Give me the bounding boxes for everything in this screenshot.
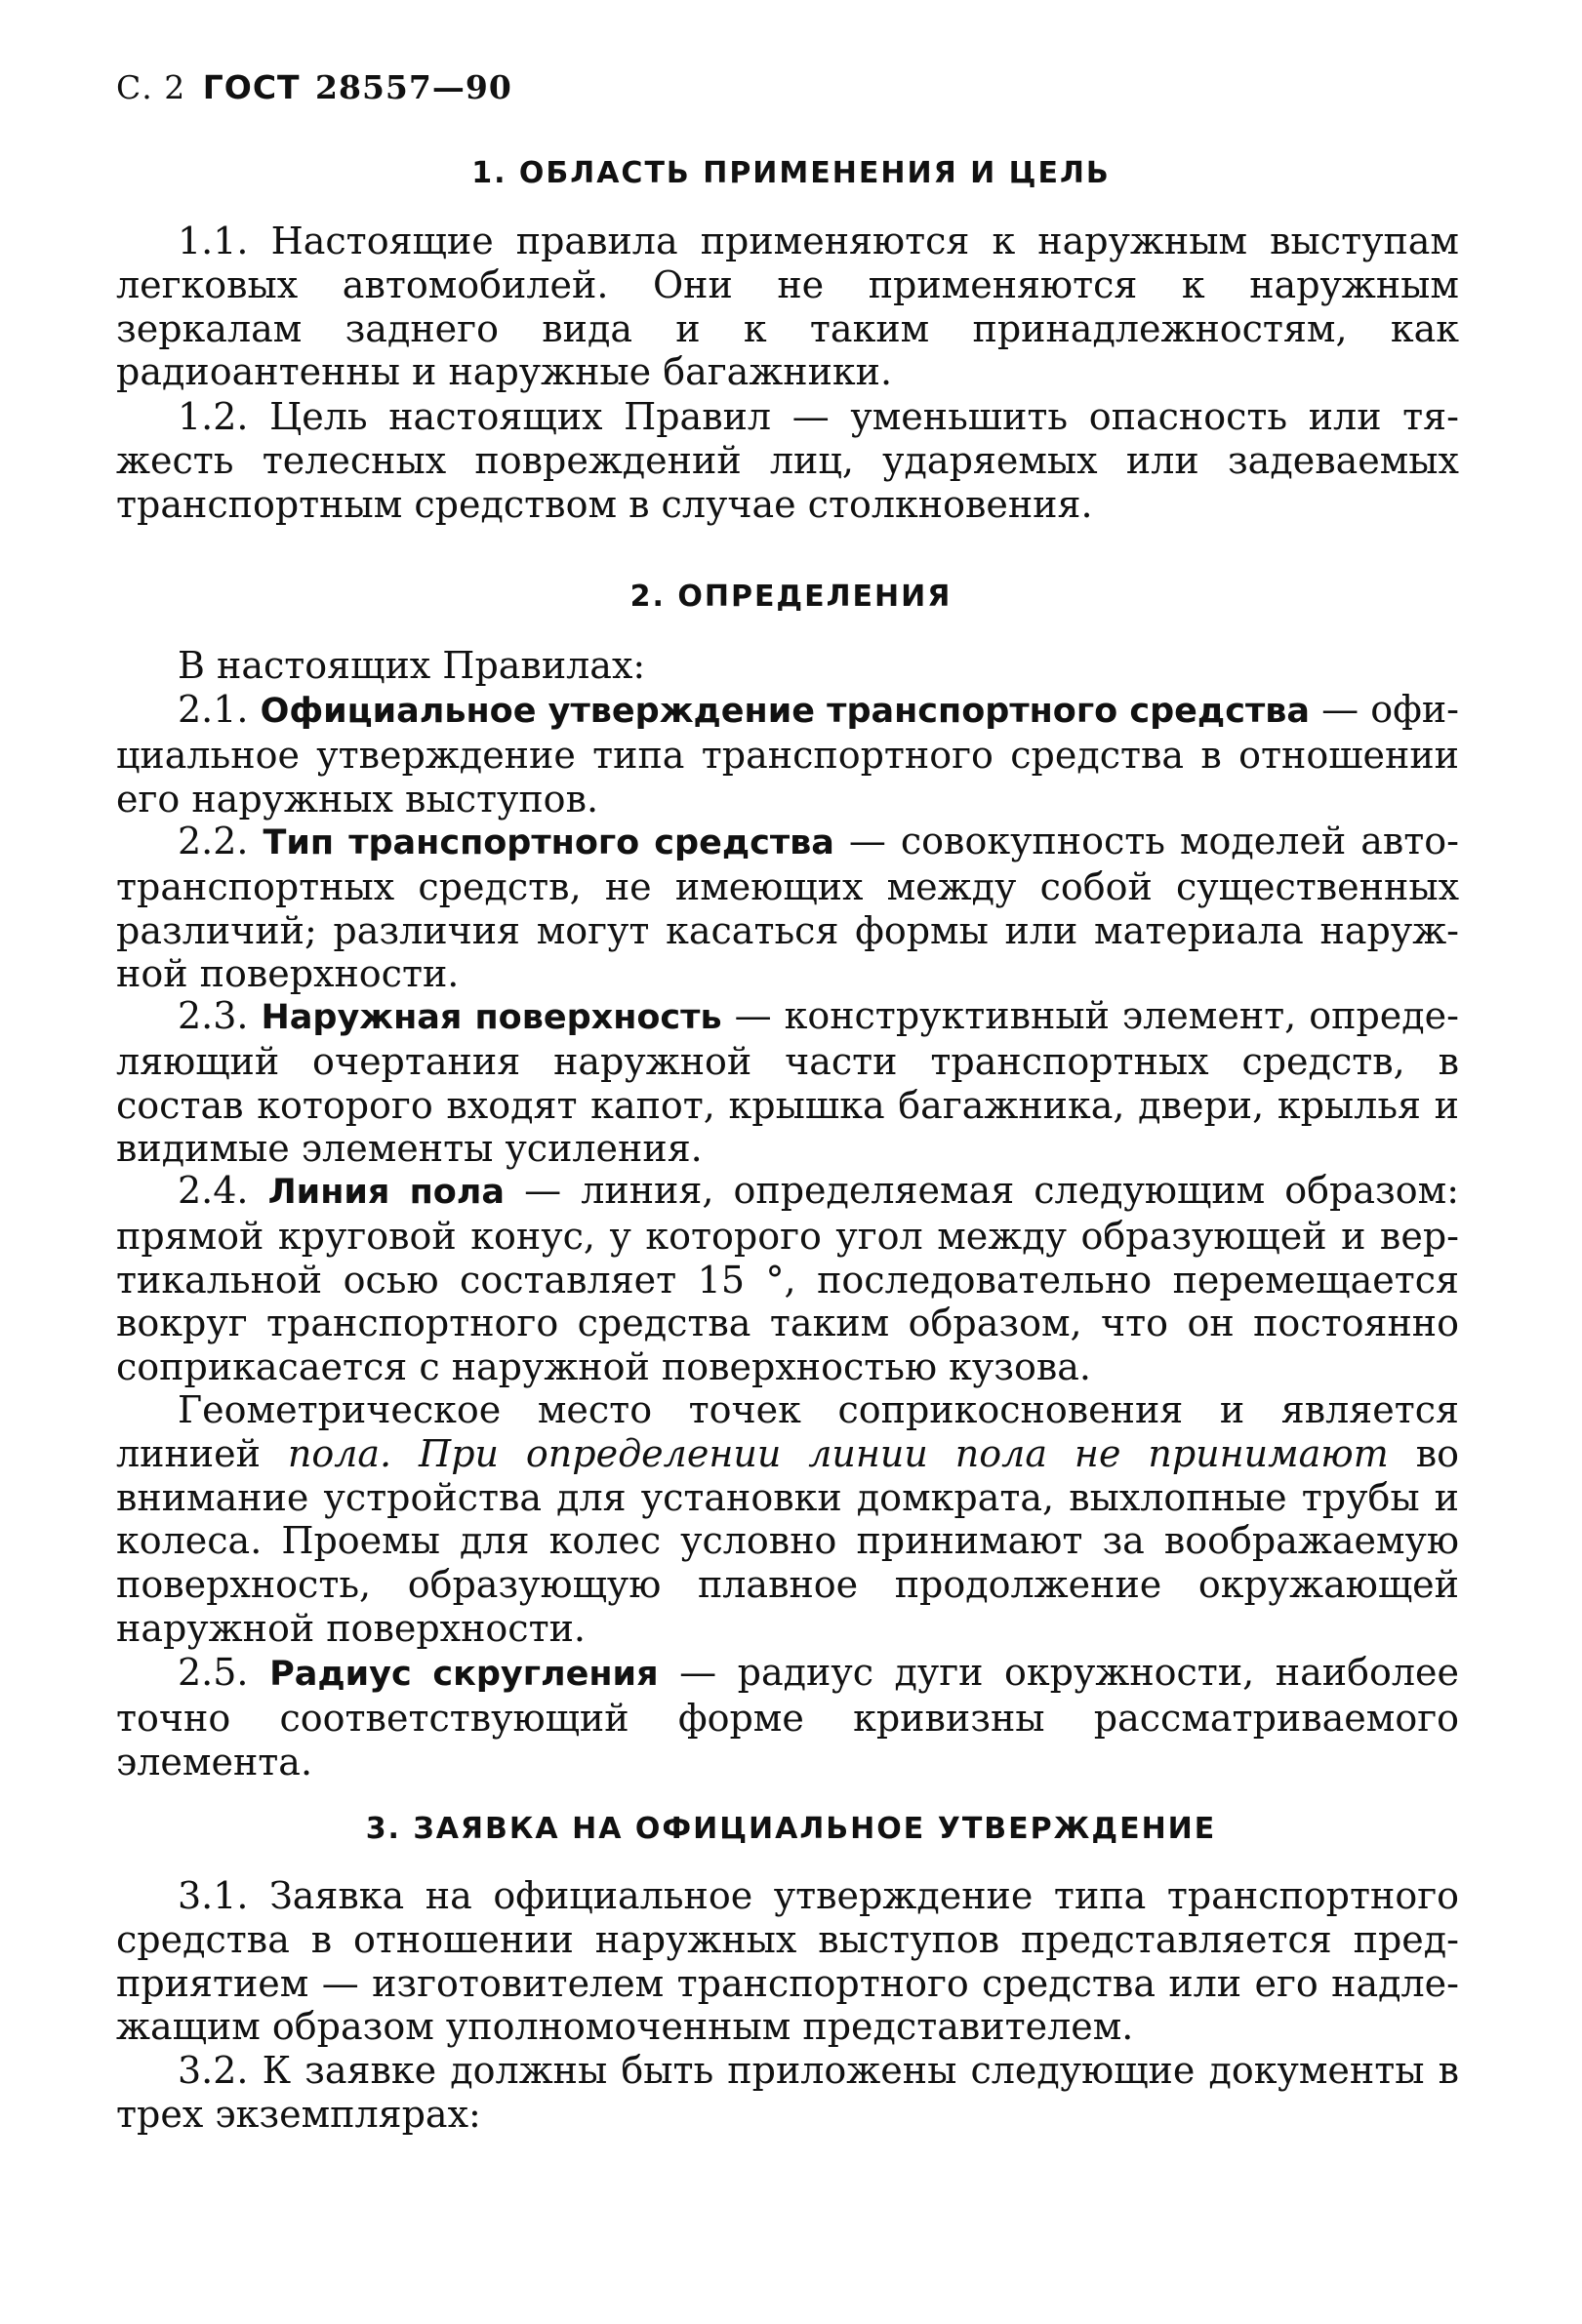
defined-term: Наружная поверхность xyxy=(261,998,722,1037)
paragraph-1-1: 1.1. Настоящие правила применяются к наружным выступам легковых автомобилей. Они не применяются к наружным зеркалам заднего вида и к таким принадлежностям, как радиоантенны и наружные багажники. xyxy=(116,220,1459,394)
italic-text: пола. При определении линии пола не принимают xyxy=(287,1431,1389,1475)
defined-term: Линия пола xyxy=(267,1173,506,1212)
paragraph-2-4-continued xyxy=(116,1388,1459,1651)
paragraph-2-3 xyxy=(116,994,1459,1171)
clause-number: 2.3. xyxy=(178,994,249,1037)
clause-number: 2.4. xyxy=(178,1169,249,1212)
definition-text: — официальное утверждение типа транспортного средства в отношении его наружных выступов. xyxy=(116,688,1459,821)
definition-text: — конструктивный элемент, определяющий очертания наружной части транспортных средств, в состав которого входят капот, крышка багажника, двери, крылья и видимые элементы усиления. xyxy=(116,994,1459,1171)
page-header xyxy=(116,68,512,106)
paragraph-3-2: 3.2. К заявке должны быть приложены следующие документы в трех экземплярах: xyxy=(116,2049,1459,2136)
paragraph-2-intro: В настоящих Правилах: xyxy=(178,644,646,687)
paragraph-3-1: 3.1. Заявка на официальное утверждение типа транспортного средства в отношении наружных выступов представляется предприятием — изготовителем транспортного средства или его надлежащим образом уполномоченным представителем. xyxy=(116,1874,1459,2049)
clause-number: 2.2. xyxy=(178,820,249,862)
definition-text: — линия, определяемая следующим образом: прямой круговой конус, у которого угол между образующей и вертикальной осью составляет 15 °, последовательно перемещается вокруг транспортного средства таким образом, что он постоянно соприкасается с наружной поверхностью кузова. xyxy=(116,1169,1459,1389)
definition-text: — радиус дуги окружности, наиболее точно соответствующий форме кривизны рассматриваемого элемента. xyxy=(116,1651,1459,1783)
clause-number: 2.5. xyxy=(178,1651,249,1694)
continued-text-b: во внимание устройства для установки домкрата, выхлопные трубы и колеса. Проемы для колес условно принимают за воображаемую поверхность, образующую плавное продолжение окружающей наружной поверхности. xyxy=(116,1431,1459,1650)
section-3-title: 3. ЗАЯВКА НА ОФИЦИАЛЬНОЕ УТВЕРЖДЕНИЕ xyxy=(365,1812,1217,1846)
doc-number: 28557—90 xyxy=(315,68,512,106)
doc-code: ГОСТ xyxy=(202,68,301,106)
defined-term: Официальное утверждение транспортного средства xyxy=(260,692,1310,731)
paragraph-2-5 xyxy=(116,1651,1459,1783)
page-label: С. 2 xyxy=(116,68,186,106)
paragraph-2-4 xyxy=(116,1169,1459,1389)
section-1-title: 1. ОБЛАСТЬ ПРИМЕНЕНИЯ И ЦЕЛЬ xyxy=(471,156,1111,190)
definition-text: — совокупность моделей автотранспортных средств, не имеющих между собой существенных различий; различия могут касаться формы или материала наружной поверхности. xyxy=(116,820,1459,996)
defined-term: Тип транспортного средства xyxy=(263,823,834,862)
paragraph-2-1 xyxy=(116,688,1459,821)
paragraph-2-2 xyxy=(116,820,1459,996)
clause-number: 2.1. xyxy=(178,688,249,731)
section-2-title: 2. ОПРЕДЕЛЕНИЯ xyxy=(629,580,953,614)
continued-text-a: Геометрическое место точек соприкосновения и является линией xyxy=(116,1388,1459,1475)
defined-term: Радиус скругления xyxy=(269,1655,659,1694)
paragraph-1-2: 1.2. Цель настоящих Правил — уменьшить опасность или тяжесть телесных повреждений лиц, ударяемых или задеваемых транспортным средством в случае столкновения. xyxy=(116,395,1459,526)
